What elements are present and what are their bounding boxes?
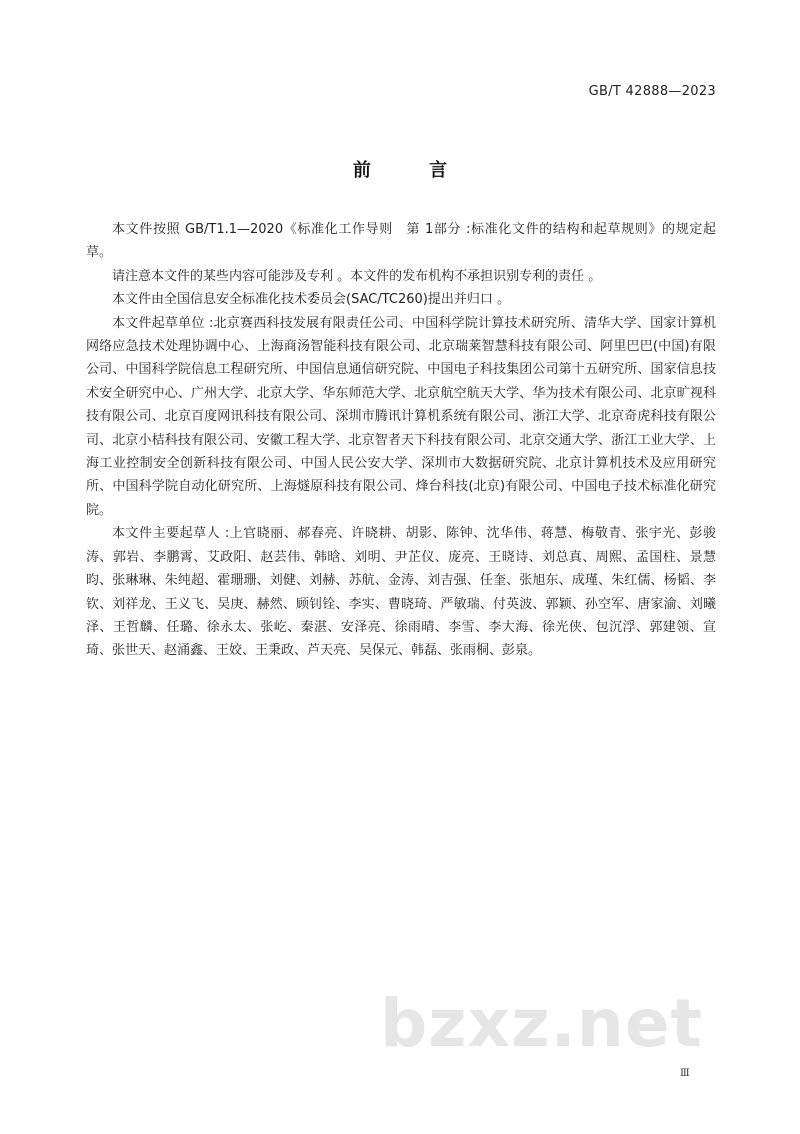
patent-notice-paragraph: 请注意本文件的某些内容可能涉及专利 。本文件的发布机构不承担识别专利的责任 。 (112, 268, 602, 284)
standard-code: GB/T 42888—2023 (588, 84, 716, 99)
watermark: bzxz.net (380, 985, 704, 1062)
committee-paragraph: 本文件由全国信息安全标准化技术委员会(SAC/TC260)提出并归口 。 (112, 292, 510, 308)
page-number: Ⅲ (680, 1068, 690, 1079)
page-title: 前 言 (352, 160, 474, 181)
drafting-organizations-paragraph: 本文件起草单位 :北京赛西科技发展有限责任公司、中国科学院计算技术研究所、清华大学、国家计算机网络应急技术处理协调中心、上海商汤智能科技有限公司、北京瑞莱智慧科技有限公司、阿里巴巴(中国)有限公司、中国科学院信息工程研究所、中国信息通信研究院、中国电子科技集团公司第十五研究所、国家信息技术安全研究中心、广州大学、北京大学、华东师范大学、北京航空航天大学、华为技术有限公司、北京旷视科技有限公司、北京百度网讯科技有限公司、深圳市腾讯计算机系统有限公司、浙江大学、北京奇虎科技有限公司、北京小桔科技有限公司、安徽工程大学、北京智者天下科技有限公司、北京交通大学、浙江工业大学、上海工业控制安全创新科技有限公司、中国人民公安大学、深圳市大数据研究院、北京计算机技术及应用研究所、中国科学院自动化研究所、上海燧原科技有限公司、烽台科技(北京)有限公司、中国电子技术标准化研究院。 (86, 315, 716, 518)
drafters-paragraph: 本文件主要起草人 :上官晓丽、郝春亮、许晓耕、胡影、陈钟、沈华伟、蒋慧、梅敬青、张宇光、彭骏涛、郭岩、李鹏霄、艾政阳、赵芸伟、韩晗、刘明、尹芷仪、庞亮、王晓诗、刘总真、周熙、孟国柱、景慧昀、张琳琳、朱纯超、霍珊珊、刘健、刘赫、苏航、金涛、刘吉强、任奎、张旭东、成瑾、朱红儒、杨韬、李钦、刘祥龙、王义飞、吴庚、赫然、顾钊铨、李实、曹晓琦、严敏瑞、付英波、郭颖、孙空军、唐家渝、刘曦泽、王哲麟、任璐、徐永太、张屹、秦湛、安泽亮、徐雨晴、李雪、李大海、徐光侠、包沉浮、郭建领、宣琦、张世天、赵涌鑫、王姣、王秉政、芦天亮、吴保元、韩磊、张雨桐、彭泉。 (86, 526, 716, 659)
foreword-body (86, 218, 716, 663)
drafting-rules-paragraph: 本文件按照 GB/T1.1—2020《标准化工作导则 第 1部分 :标准化文件的结构和起草规则》的规定起草。 (86, 222, 716, 261)
